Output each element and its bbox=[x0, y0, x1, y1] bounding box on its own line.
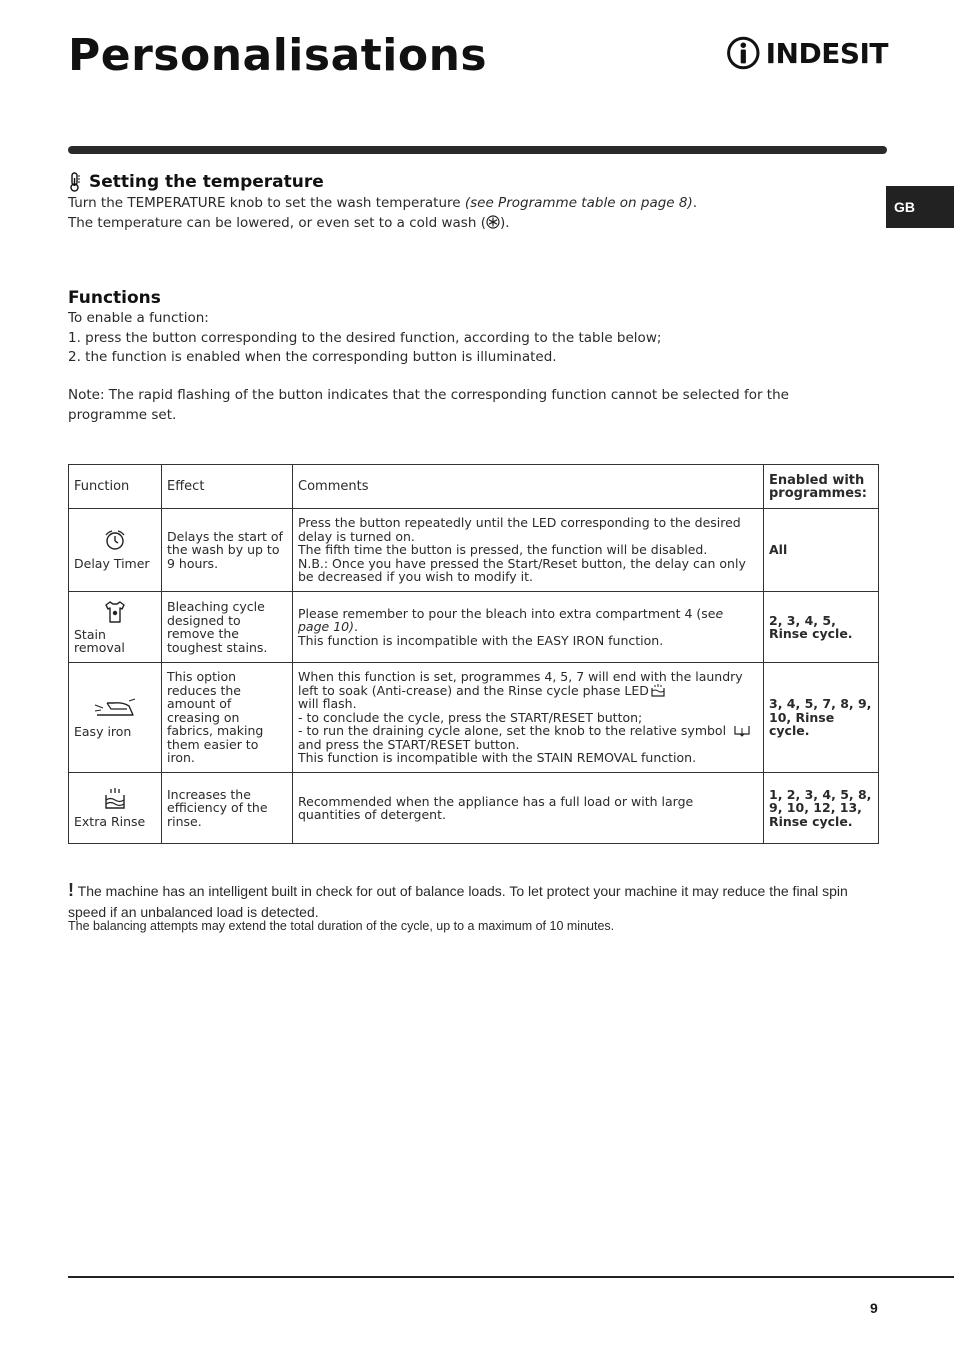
table-header-row bbox=[69, 465, 879, 509]
enabled-cell: 3, 4, 5, 7, 8, 9, 10, Rinse cycle. bbox=[764, 663, 879, 773]
header-function: Function bbox=[69, 465, 162, 509]
function-name: Delay Timer bbox=[74, 556, 150, 572]
table-row bbox=[69, 773, 879, 844]
table-row bbox=[69, 663, 879, 773]
effect-cell: Increases the efficiency of the rinse. bbox=[162, 773, 293, 844]
rinse-led-icon bbox=[651, 684, 665, 697]
temperature-text bbox=[68, 194, 858, 233]
effect-cell: Delays the start of the wash by up to 9 hours. bbox=[162, 509, 293, 592]
functions-table bbox=[68, 464, 879, 844]
balance-note: The balancing attempts may extend the total duration of the cycle, up to a maximum of 10 minutes. bbox=[68, 919, 615, 933]
functions-heading-text: Functions bbox=[68, 288, 161, 308]
header-enabled: Enabled with programmes: bbox=[764, 465, 879, 509]
table-row bbox=[69, 509, 879, 592]
page-title: Personalisations bbox=[68, 30, 488, 81]
table-row bbox=[69, 592, 879, 663]
enabled-cell: 2, 3, 4, 5, Rinse cycle. bbox=[764, 592, 879, 663]
function-name: Stain removal bbox=[74, 626, 125, 655]
functions-step-1: 1. press the button corresponding to the desired function, according to the table below; bbox=[68, 329, 662, 346]
warning-text: The machine has an intelligent built in check for out of balance loads. To let protect your machine it may reduce the final spin speed if an unbalanced load is detected. bbox=[68, 883, 848, 920]
drain-icon bbox=[733, 724, 751, 737]
functions-intro: To enable a function: bbox=[68, 310, 209, 326]
temperature-line-1: Turn the TEMPERATURE knob to set the wash temperature (see Programme table on page 8). bbox=[68, 195, 698, 211]
comments-cell: When this function is set, programmes 4, 5, 7 will end with the laundry left to soak (Anti-crease) and the Rinse cycle phase LED will flash. - to conclude the cycle, press the START/RESET button; - to run the draining cycle alone, set the knob to the relative symbol and press the START/RESET button. This function is incompatible with the STAIN REMOVAL function. bbox=[293, 663, 764, 773]
warning-mark: ! bbox=[68, 880, 74, 900]
function-cell bbox=[69, 773, 162, 844]
thermometer-icon bbox=[68, 172, 82, 192]
header-effect: Effect bbox=[162, 465, 293, 509]
enabled-cell: All bbox=[764, 509, 879, 592]
comments-cell: Please remember to pour the bleach into extra compartment 4 (see page 10). This function is incompatible with the EASY IRON function. bbox=[293, 592, 764, 663]
functions-step-2: 2. the function is enabled when the corresponding button is illuminated. bbox=[68, 349, 557, 365]
delay-timer-icon bbox=[102, 529, 128, 553]
language-tab: GB bbox=[886, 186, 954, 228]
function-cell bbox=[69, 509, 162, 592]
indesit-logo bbox=[726, 32, 888, 74]
brand-name: INDESIT bbox=[765, 36, 888, 70]
function-cell bbox=[69, 592, 162, 663]
footer-rule bbox=[68, 1276, 954, 1278]
enabled-cell: 1, 2, 3, 4, 5, 8, 9, 10, 12, 13, Rinse cycle. bbox=[764, 773, 879, 844]
page-number: 9 bbox=[870, 1300, 878, 1316]
function-name: Extra Rinse bbox=[74, 814, 146, 830]
header-rule bbox=[68, 146, 887, 154]
cold-wash-icon bbox=[486, 215, 500, 229]
functions-note: Note: The rapid flashing of the button indicates that the corresponding function cannot be selected for the programme set. bbox=[68, 387, 789, 423]
easy-iron-icon bbox=[93, 697, 137, 721]
effect-cell: This option reduces the amount of creasing on fabrics, making them easier to iron. bbox=[162, 663, 293, 773]
functions-text bbox=[68, 309, 828, 368]
functions-heading bbox=[68, 288, 161, 308]
temperature-line-2: The temperature can be lowered, or even set to a cold wash ( ). bbox=[68, 214, 510, 231]
header-comments: Comments bbox=[293, 465, 764, 509]
comments-cell: Press the button repeatedly until the LED corresponding to the desired delay is turned on. The fifth time the button is pressed, the function will be disabled. N.B.: Once you have pressed the Start/Reset button, the delay can only be decreased if you wish to modify it. bbox=[293, 509, 764, 592]
brand-emblem-icon bbox=[726, 33, 761, 73]
temperature-heading bbox=[68, 172, 324, 192]
temperature-heading-text: Setting the temperature bbox=[89, 172, 324, 192]
stain-removal-icon bbox=[102, 600, 128, 624]
balance-warning bbox=[68, 880, 880, 923]
comments-cell: Recommended when the appliance has a full load or with large quantities of detergent. bbox=[293, 773, 764, 844]
function-cell bbox=[69, 663, 162, 773]
effect-cell: Bleaching cycle designed to remove the toughest stains. bbox=[162, 592, 293, 663]
function-name: Easy iron bbox=[74, 723, 132, 739]
extra-rinse-icon bbox=[103, 787, 127, 811]
